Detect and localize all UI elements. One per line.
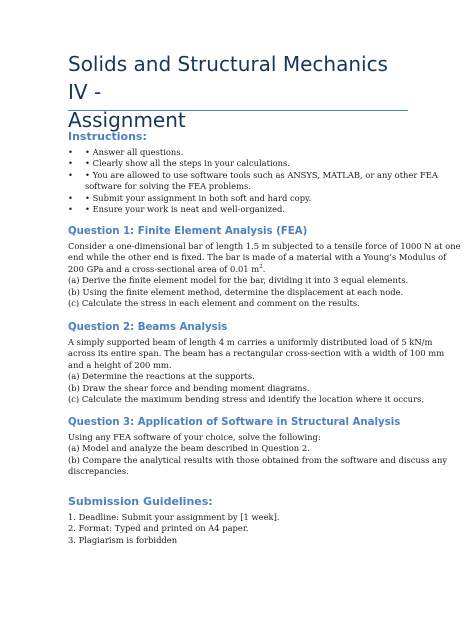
question-3-body	[68, 432, 448, 478]
bullet-icon: •	[68, 169, 73, 180]
text-line: Consider a one-dimensional bar of length 1.5 m subjected to a tensile force of 1000 N at one	[68, 241, 461, 251]
question-1-heading: Question 1: Finite Element Analysis (FEA)	[68, 226, 308, 237]
instruction-text: • Clearly show all the steps in your calculations.	[85, 158, 290, 169]
text-line: (b) Compare the analytical results with those obtained from the software and discuss any	[68, 454, 448, 465]
instruction-item	[68, 158, 413, 169]
area-text: 200 GPa and a cross-sectional area of 0.01 m	[68, 263, 260, 274]
text-line: (b) Draw the shear force and bending moment diagrams.	[68, 382, 310, 393]
area-period: .	[262, 263, 266, 274]
instruction-item	[68, 193, 413, 204]
instruction-text: • Submit your assignment in both soft and hard copy.	[85, 192, 312, 203]
instruction-text: • Answer all questions.	[85, 147, 184, 157]
text-line: across its entire span. The beam has a rectangular cross-section with a width of 100 mm	[68, 348, 445, 359]
question-2-heading: Question 2: Beams Analysis	[68, 322, 228, 333]
text-line: (c) Calculate the stress in each element and comment on the results.	[68, 298, 360, 309]
submission-list	[68, 512, 413, 546]
question-2-body	[68, 337, 445, 405]
text-line: (a) Model and analyze the beam described in Question 2.	[68, 443, 310, 454]
text-line: discrepancies.	[68, 466, 129, 477]
instruction-item	[68, 169, 438, 193]
bullet-icon: •	[68, 204, 73, 215]
title-underline	[68, 110, 408, 111]
text-line-area	[68, 264, 413, 275]
text-line: Using any FEA software of your choice, solve the following:	[68, 432, 321, 442]
instruction-item	[68, 147, 413, 158]
document-title	[68, 50, 408, 134]
instruction-text-continued: software for solving the FEA problems.	[85, 181, 251, 192]
instructions-heading: Instructions:	[68, 130, 147, 143]
text-line: (a) Determine the reactions at the supports.	[68, 371, 255, 382]
text-line: A simply supported beam of length 4 m carries a uniformly distributed load of 5 kN/m	[68, 337, 433, 347]
text-line: (a) Derive the finite element model for the bar, dividing it into 3 equal elements.	[68, 275, 409, 286]
list-item: 2. Format: Typed and printed on A4 paper.	[68, 523, 249, 534]
instructions-list	[68, 147, 438, 215]
bullet-icon: •	[68, 192, 73, 203]
text-line: (c) Calculate the maximum bending stress and identify the location where it occurs.	[68, 394, 424, 405]
instruction-text: • Ensure your work is neat and well-organized.	[85, 204, 286, 215]
instruction-item	[68, 204, 413, 215]
bullet-icon: •	[68, 158, 73, 169]
text-line: end while the other end is fixed. The bar is made of a material with a Young’s Modulus of	[68, 252, 447, 263]
question-1-body	[68, 241, 461, 309]
instruction-text: • You are allowed to use software tools such as ANSYS, MATLAB, or any other FEA	[85, 169, 438, 180]
area-superscript: 2	[259, 264, 263, 271]
submission-heading: Submission Guidelines:	[68, 495, 213, 508]
title-line-2: Assignment	[68, 108, 186, 132]
title-line-1: Solids and Structural Mechanics IV -	[68, 52, 388, 104]
text-line: (b) Using the finite element method, determine the displacement at each node.	[68, 286, 404, 297]
bullet-icon: •	[68, 147, 73, 157]
question-3-heading: Question 3: Application of Software in Structural Analysis	[68, 417, 401, 428]
list-item: 1. Deadline: Submit your assignment by [1 week].	[68, 512, 280, 522]
text-line: and a height of 200 mm.	[68, 359, 172, 370]
list-item: 3. Plagiarism is forbidden	[68, 534, 178, 545]
